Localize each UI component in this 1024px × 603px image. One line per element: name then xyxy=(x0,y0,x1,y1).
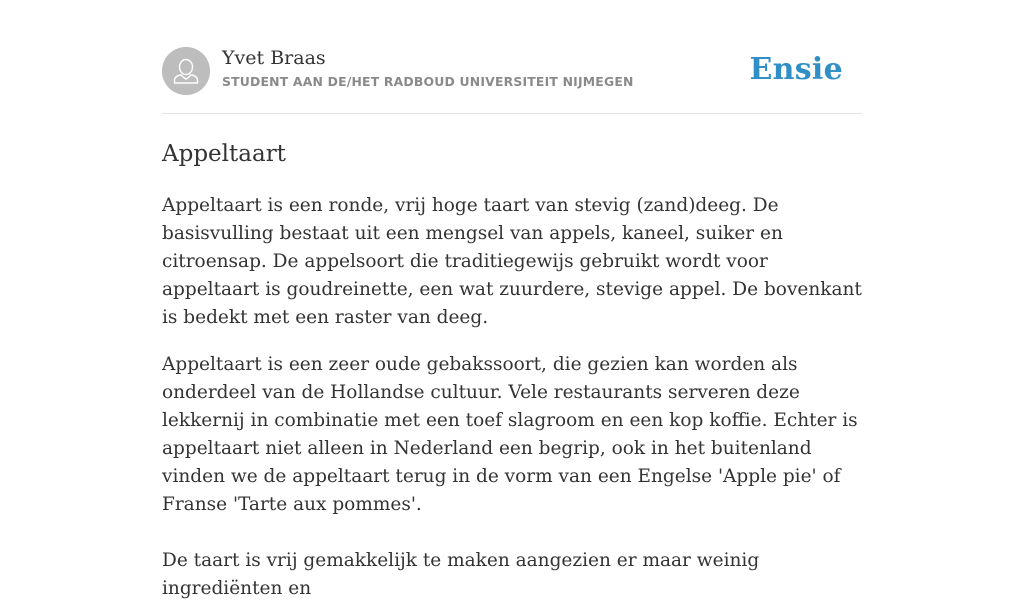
brand-logo[interactable]: Ensie xyxy=(749,52,843,87)
article-body xyxy=(162,192,862,603)
author-header xyxy=(162,0,862,114)
article-paragraph: Appeltaart is een ronde, vrij hoge taart van stevig (zand)deeg. De basisvulling bestaat uit een mengsel van appels, kaneel, suiker en citroensap. De appelsoort die traditiegewijs gebruikt wordt voor appeltaart is goudreinette, een wat zuurdere, stevige appel. De bovenkant is bedekt met een raster van deeg. xyxy=(162,195,862,328)
article-paragraph: Appeltaart is een zeer oude gebakssoort, die gezien kan worden als onderdeel van de Hollandse cultuur. Vele restaurants serveren deze lekkernij in combinatie met een toef slagroom en een kop koffie. Echter is appeltaart niet alleen in Nederland een begrip, ook in het buitenland vinden we de appeltaart terug in de vorm van een Engelse 'Apple pie' of Franse 'Tarte aux pommes'. xyxy=(162,354,858,515)
article-paragraph: De taart is vrij gemakkelijk te maken aangezien er maar weinig ingrediënten en xyxy=(162,550,760,599)
content-container xyxy=(162,0,862,603)
author-info xyxy=(222,46,634,90)
author-name[interactable]: Yvet Braas xyxy=(222,47,326,69)
author-role: STUDENT AAN DE/HET RADBOUD UNIVERSITEIT NIJMEGEN xyxy=(222,74,634,89)
user-silhouette-icon xyxy=(162,47,210,95)
page-title: Appeltaart xyxy=(162,141,286,167)
avatar[interactable] xyxy=(162,47,210,95)
